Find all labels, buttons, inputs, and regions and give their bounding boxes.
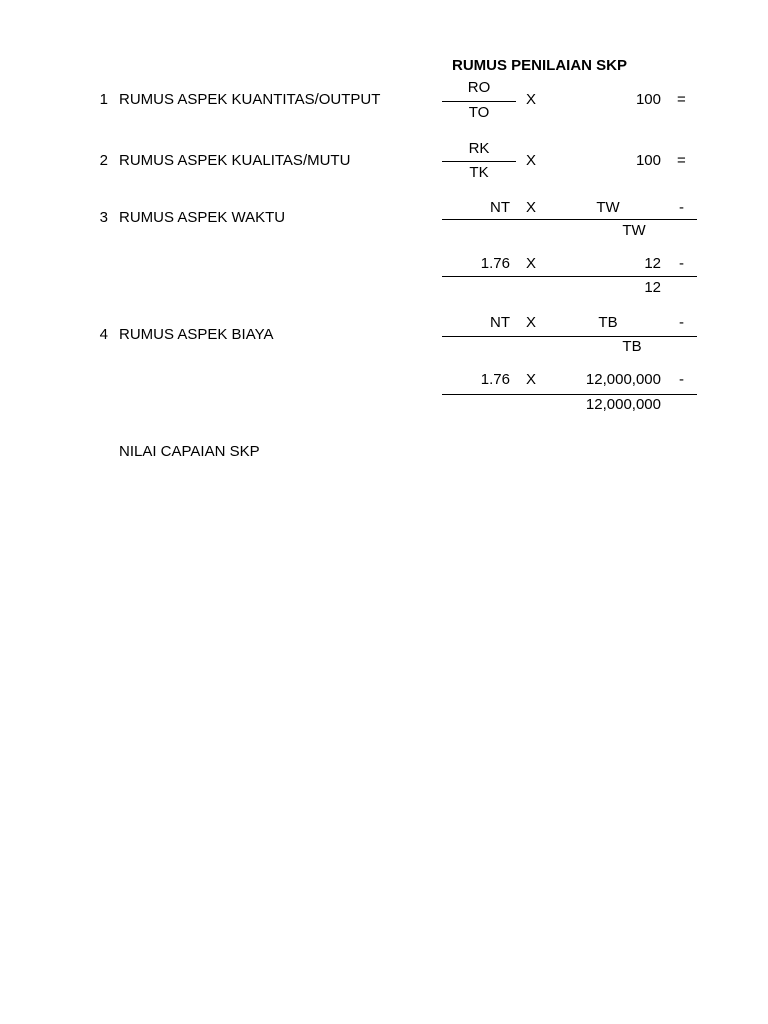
row-number: 2 xyxy=(99,152,108,169)
minus-sign: - xyxy=(679,199,684,216)
formula-term-a: NT xyxy=(490,314,510,331)
formula-term-a: NT xyxy=(490,199,510,216)
multiply-operator: X xyxy=(526,255,537,272)
minus-sign: - xyxy=(679,371,684,388)
row-number: 1 xyxy=(99,91,108,108)
row-label: RUMUS ASPEK KUANTITAS/OUTPUT xyxy=(119,91,381,108)
fraction-numerator: RO xyxy=(467,79,491,96)
fraction-numerator: RK xyxy=(468,140,490,157)
example-term-a: 1.76 xyxy=(480,255,510,272)
minus-sign: - xyxy=(679,255,684,272)
formula-term-b: TW xyxy=(596,199,620,216)
fraction-line xyxy=(442,336,697,337)
multiplier-value: 100 xyxy=(635,91,661,108)
row-number: 3 xyxy=(99,209,108,226)
fraction-denominator: TO xyxy=(468,104,490,121)
example-denominator: 12 xyxy=(644,279,661,296)
row-label: RUMUS ASPEK BIAYA xyxy=(119,326,274,343)
example-term-b: 12,000,000 xyxy=(585,371,661,388)
equals-sign: = xyxy=(677,152,686,169)
fraction-line xyxy=(442,276,697,277)
minus-sign: - xyxy=(679,314,684,331)
fraction-line xyxy=(442,219,697,220)
example-term-b: 12 xyxy=(644,255,661,272)
formula-denominator: TW xyxy=(622,222,646,239)
multiply-operator: X xyxy=(526,152,537,169)
equals-sign: = xyxy=(677,91,686,108)
fraction-line xyxy=(442,394,697,395)
multiplier-value: 100 xyxy=(635,152,661,169)
example-term-a: 1.76 xyxy=(480,371,510,388)
multiply-operator: X xyxy=(526,91,537,108)
formula-denominator: TB xyxy=(622,338,642,355)
row-label: RUMUS ASPEK WAKTU xyxy=(119,209,286,226)
formula-term-b: TB xyxy=(598,314,618,331)
fraction-line xyxy=(442,161,516,162)
fraction-line xyxy=(442,101,516,102)
row-number: 4 xyxy=(99,326,108,343)
multiply-operator: X xyxy=(526,314,537,331)
row-label: RUMUS ASPEK KUALITAS/MUTU xyxy=(119,152,351,169)
footer-label: NILAI CAPAIAN SKP xyxy=(119,443,260,460)
multiply-operator: X xyxy=(526,371,537,388)
multiply-operator: X xyxy=(526,199,537,216)
example-denominator: 12,000,000 xyxy=(585,396,661,413)
fraction-denominator: TK xyxy=(469,164,489,181)
page-title: RUMUS PENILAIAN SKP xyxy=(452,57,628,74)
